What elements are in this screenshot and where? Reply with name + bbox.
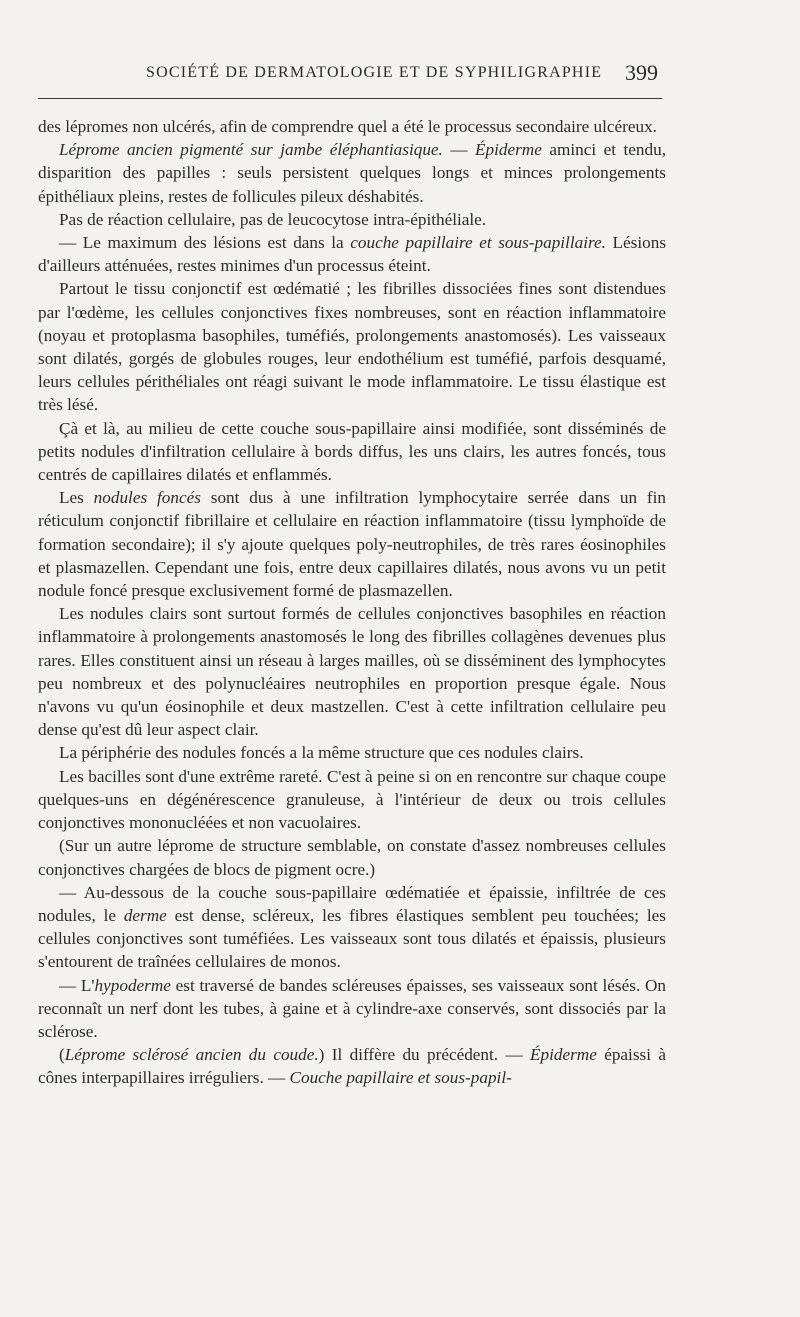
header-rule (38, 98, 662, 99)
paragraph-13-lead: — L' (59, 975, 95, 995)
paragraph-12-lead: — Au-dessous de la couche sous-papillaire œdématiée et épaissie, infiltrée de ces nodules, le (38, 882, 666, 925)
paragraph-11-text: (Sur un autre léprome de structure semblable, on constate d'assez nombreuses cellules conjonctives chargées de blocs de pigment ocre.) (38, 836, 666, 879)
couche-papillaire-label: couche papillaire et sous-papillaire. (350, 233, 606, 253)
paragraph-5-text: Partout le tissu conjonctif est œdématié ; les fibrilles dissociées fines sont distendues par l'œdème, les cellules conjonctives fixes nombreuses, sont en réaction inflammatoire (noyau et protoplasma basophiles, tuméfiés, prolongements anastomosés). Les vaisseaux sont dilatés, gorgés de globules rouges, leur endothélium est tuméfié, parfois desquamé, leurs cellules périthéliales ont réagi suivant le mode inflammatoire. Le tissu élastique est très lésé. (38, 279, 666, 415)
lepromes-sclerose-title: Léprome sclérosé ancien du coude. (64, 1045, 319, 1065)
couche-papillaire-label-2: Couche papillaire et sous-papil- (289, 1068, 512, 1088)
paragraph-7-lead: Les (59, 488, 94, 508)
paragraph-5 (38, 277, 666, 416)
paragraph-3-text: Pas de réaction cellulaire, pas de leucocytose intra-épithéliale. (59, 209, 487, 229)
body-text (38, 115, 666, 1090)
paragraph-8 (38, 602, 666, 741)
paragraph-4-text: Lésions d'ailleurs atténuées, restes minimes d'un processus éteint. (38, 233, 667, 276)
paragraph-9-text: La périphérie des nodules foncés a la même structure que ces nodules clairs. (59, 743, 584, 763)
running-head (38, 60, 662, 92)
paragraph-14-text-a: ) Il diffère du précédent. — (318, 1045, 531, 1065)
paragraph-7-text: sont dus à une infiltration lymphocytaire serrée dans un fin réticulum conjonctif fibrillaire et cellulaire en réaction inflammatoire (tissu lymphoïde de formation secondaire); il s'y ajoute quelques poly-neutrophiles, de très rares éosinophiles et plasmazellen. Cependant une fois, entre deux capillaires dilatés, nous avons vu un petit nodule foncé presque exclusivement formé de plasmazellen. (38, 488, 666, 601)
open-paren: ( (59, 1045, 65, 1065)
paragraph-7 (38, 486, 666, 602)
paragraph-8-text: Les nodules clairs sont surtout formés de cellules conjonctives basophiles en réaction inflammatoire à prolongements anastomosés le long des fibrilles collagènes devenues plus rares. Elles constituent ainsi un réseau à larges mailles, où se disséminent des lymphocytes peu nombreux et des polynucléaires neutrophiles en proportion presque égale. Nous n'avons vu qu'un éosinophile et deux mastzellen. C'est à cette infiltration cellulaire peu dense qu'est dû leur aspect clair. (38, 604, 666, 740)
paragraph-4 (38, 231, 666, 277)
paragraph-13-text: est traversé de bandes scléreuses épaisses, ses vaisseaux sont lésés. On reconnaît un nerf dont les tubes, à gaine et à cylindre-axe conservés, sont dissociés par la sclérose. (38, 975, 666, 1041)
paragraph-2 (38, 138, 666, 208)
paragraph-14-text-b: épaissi à cônes interpapillaires irréguliers. — (38, 1045, 666, 1088)
hypoderme-label: hypoderme (94, 975, 171, 995)
paragraph-12-text: est dense, scléreux, les fibres élastiques semblent peu touchées; les cellules conjonctives sont tuméfiées. Les vaisseaux sont tous dilatés et épaissis, plusieurs s'entourent de traînées cellulaires de monos. (38, 905, 667, 972)
paragraph-3 (38, 208, 666, 231)
paragraph-1 (38, 115, 666, 138)
page-number: 399 (625, 60, 658, 85)
nodules-fonces-label: nodules foncés (93, 488, 201, 508)
paragraph-1-text: des lépromes non ulcérés, afin de comprendre quel a été le processus secondaire ulcéreux. (38, 117, 657, 136)
lepromes-ancien-title: Léprome ancien pigmenté sur jambe éléphantiasique. (59, 140, 443, 160)
paragraph-13 (38, 974, 666, 1044)
epiderme-label-2: Épiderme (530, 1045, 597, 1065)
dash: — (442, 140, 476, 160)
derme-label: derme (123, 905, 167, 925)
running-title: SOCIÉTÉ DE DERMATOLOGIE ET DE SYPHILIGRAPHIE (146, 64, 603, 81)
paragraph-11 (38, 834, 666, 880)
paragraph-2-text: aminci et tendu, disparition des papilles : seuls persistent quelques longs et minces prolongements épithéliaux pleins, restes de follicules pileux déshabités. (38, 140, 666, 206)
paragraph-4-lead: — Le maximum des lésions est dans la (59, 233, 351, 253)
paragraph-6 (38, 417, 666, 487)
epiderme-label: Épiderme (475, 140, 542, 160)
paragraph-9 (38, 741, 666, 764)
paragraph-6-text: Çà et là, au milieu de cette couche sous-papillaire ainsi modifiée, sont disséminés de petits nodules d'infiltration cellulaire à bords diffus, les uns clairs, les autres foncés, tous centrés de capillaires dilatés et enflammés. (38, 418, 666, 485)
paragraph-10 (38, 765, 666, 835)
paragraph-10-text: Les bacilles sont d'une extrême rareté. C'est à peine si on en rencontre sur chaque coupe quelques-uns en dégénérescence granuleuse, à l'intérieur de deux ou trois cellules conjonctives mononucléées et non vacuolaires. (38, 766, 666, 833)
paragraph-12 (38, 881, 666, 974)
paragraph-14 (38, 1043, 666, 1089)
